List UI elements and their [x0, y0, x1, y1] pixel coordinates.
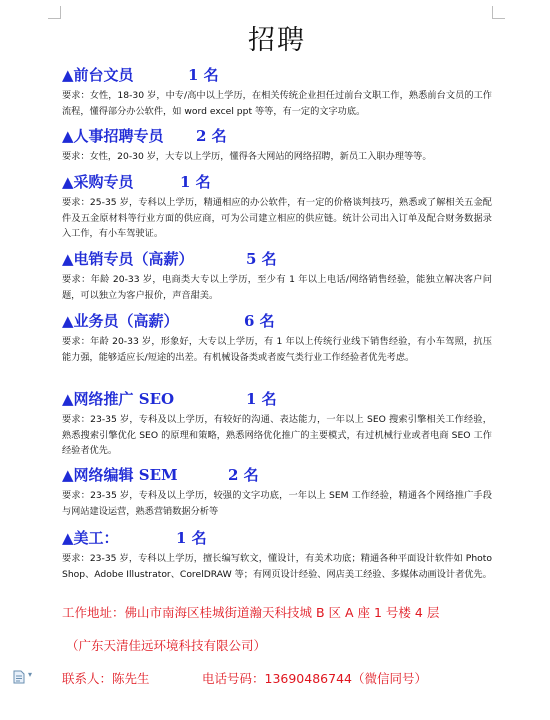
job-heading: [62, 310, 492, 332]
dropdown-caret-icon[interactable]: ▾: [28, 670, 33, 679]
job-requirements: 要求：女性，20-30 岁，大专以上学历，懂得各大网站的网络招聘，新员工入职办理等等。: [62, 151, 432, 162]
contact-person: 联系人：陈先生: [62, 671, 150, 686]
job-title: ▲网络编辑 SEM: [62, 466, 178, 484]
job-heading: [62, 388, 492, 410]
job-requirements: 要求：25-35 岁，专科以上学历，精通相应的办公软件，有一定的价格谈判技巧，熟悉或了解相关五金配件及五金原材料等行业方面的供应商，可为公司建立相应的供应链。统计公司出入订单及配合财务数据录入工作，有小车驾驶证。: [62, 197, 492, 239]
job-section-hr: [62, 125, 492, 165]
job-count: 5 名: [246, 250, 277, 268]
job-heading: [62, 64, 492, 86]
job-heading: [62, 464, 492, 486]
job-count: 1 名: [176, 529, 207, 547]
job-requirements: 要求：23-35 岁，专科以上学历，擅长编写软文，懂设计，有美术功底；精通各种平面设计软件如 PhotoShop、Adobe Illustrator、CorelDRAW 等；有网页设计经验、网店美工经验、多媒体动画设计者优先。: [62, 553, 492, 580]
job-requirements: 要求：23-35 岁，专科及以上学历，较强的文字功底，一年以上 SEM 工作经验，精通各个网络推广手段与网站建设运营，熟悉营销数据分析等: [62, 490, 492, 517]
job-section-sem: [62, 464, 492, 519]
page-title: 招聘: [248, 25, 306, 56]
job-requirements: 要求：23-35 岁，专科及以上学历，有较好的沟通、表达能力，一年以上 SEO 搜索引擎相关工作经验，熟悉搜索引擎优化 SEO 的原理和策略，熟悉网络优化推广的主要模式，有过机械行业或者电商 SEO 工作经验者优先。: [62, 414, 492, 456]
job-section-telesales: [62, 248, 492, 303]
work-address: 工作地址：佛山市南海区桂城街道瀚天科技城 B 区 A 座 1 号楼 4 层: [62, 605, 440, 620]
job-requirements: 要求：女性，18-30 岁，中专/高中以上学历，在相关传统企业担任过前台文职工作，熟悉前台文员的工作流程，懂得部分办公软件，如 word excel ppt 等等，有一定的文字功底。: [62, 90, 492, 117]
contact-phone: 电话号码：13690486744（微信同号）: [202, 671, 427, 686]
job-heading: [62, 171, 492, 193]
job-title: ▲人事招聘专员: [62, 127, 164, 145]
job-requirements: 要求：年龄 20-33 岁，形象好，大专以上学历，有 1 年以上传统行业线下销售经验，有小车驾照，抗压能力强，能够适应长/短途的出差。有机械设备类或者废气类行业工作经验者优先考虑。: [62, 336, 492, 363]
job-heading: [62, 248, 492, 270]
job-requirements: 要求：年龄 20-33 岁，电商类大专以上学历，至少有 1 年以上电话/网络销售经验，能独立解决客户问题，可以独立为客户报价，声音甜美。: [62, 274, 492, 301]
crop-mark-top-left: [48, 6, 61, 19]
job-count: 1 名: [188, 66, 219, 84]
job-count: 1 名: [246, 390, 277, 408]
job-section-reception: [62, 64, 492, 119]
job-count: 6 名: [244, 312, 275, 330]
job-count: 1 名: [180, 173, 211, 191]
job-section-seo: [62, 388, 492, 459]
job-section-sales: [62, 310, 492, 365]
crop-mark-top-right: [492, 6, 505, 19]
job-title: ▲电销专员（高薪）: [62, 250, 194, 268]
company-name: （广东天清佳远环境科技有限公司）: [66, 638, 267, 653]
job-title: ▲前台文员: [62, 66, 134, 84]
job-section-designer: [62, 527, 492, 582]
job-title: ▲业务员（高薪）: [62, 312, 179, 330]
job-count: 2 名: [196, 127, 227, 145]
job-title: ▲采购专员: [62, 173, 134, 191]
contact-info: [62, 669, 427, 687]
job-title: ▲美工：: [62, 529, 119, 547]
job-heading: [62, 527, 492, 549]
job-title: ▲网络推广 SEO: [62, 390, 175, 408]
job-heading: [62, 125, 492, 147]
job-section-purchasing: [62, 171, 492, 242]
job-count: 2 名: [228, 466, 259, 484]
document-icon[interactable]: [12, 670, 26, 684]
